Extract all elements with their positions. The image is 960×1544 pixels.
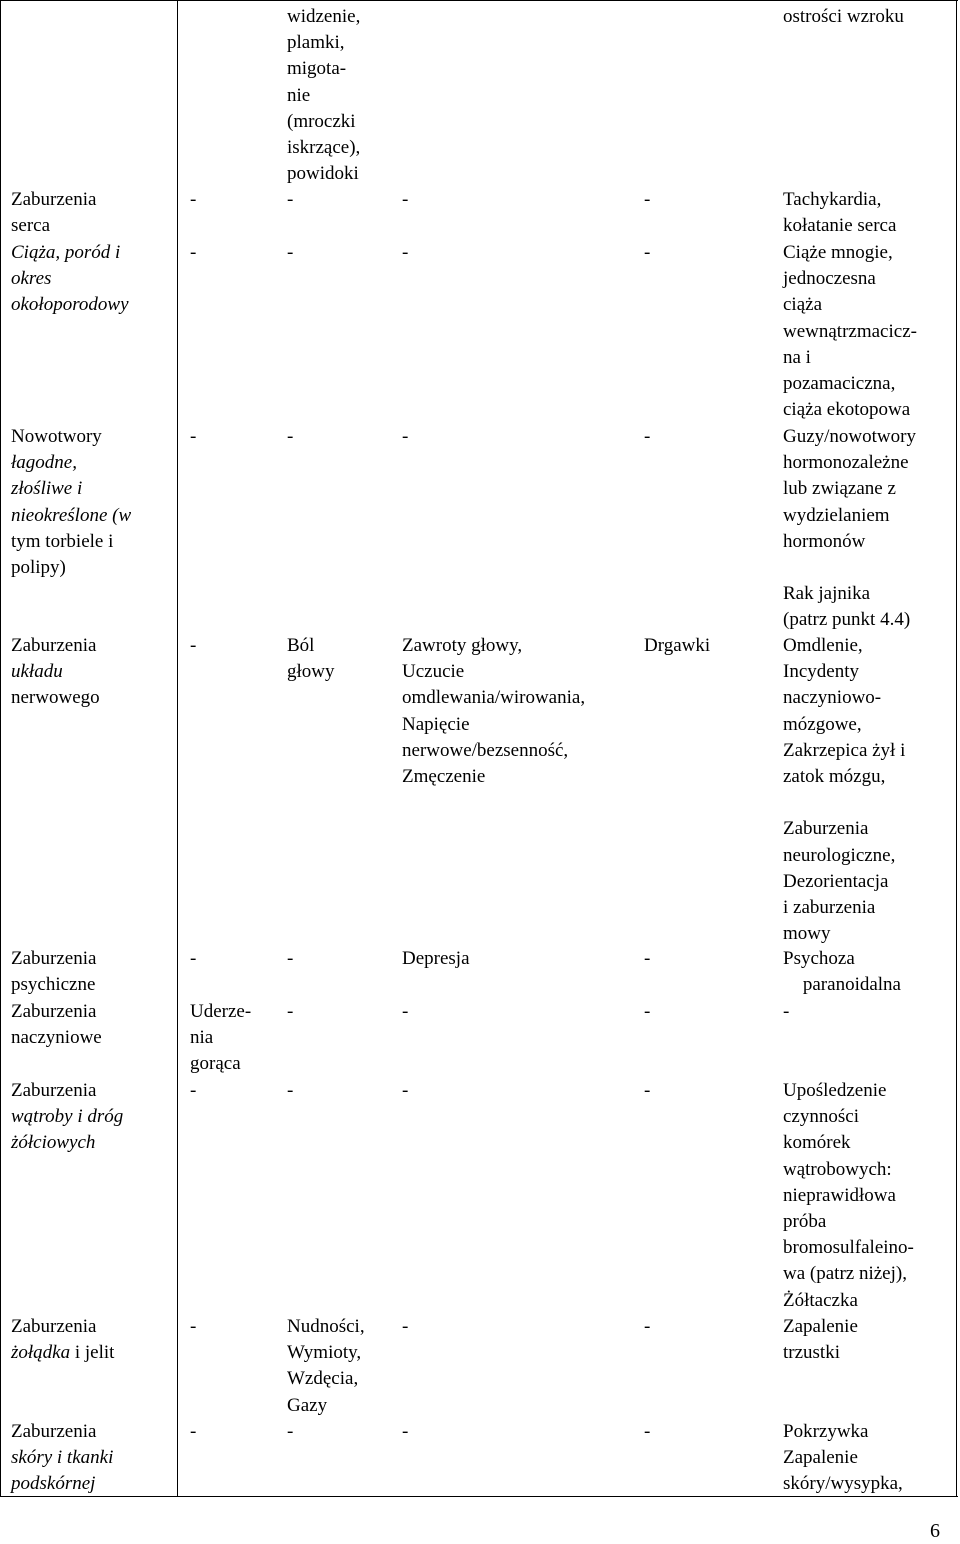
cell-r9-col3: - xyxy=(402,1421,409,1442)
cell-r3-col3: - xyxy=(402,426,409,447)
cell-r8-col2: Nudności, Wymioty, Wzdęcia, Gazy xyxy=(287,1316,365,1416)
cell-r8-col1: - xyxy=(190,1316,197,1337)
category-neoplasms: Nowotwory łagodne, złośliwe i nieokreślone (w tym torbiele i polipy) xyxy=(11,426,132,579)
table-border-right xyxy=(956,0,957,1497)
category-pregnancy: Ciąża, poród i okres okołoporodowy xyxy=(11,242,129,316)
cell-r6-col2: - xyxy=(287,1001,294,1022)
cell-r5-col3: Depresja xyxy=(402,948,470,969)
cell-r0-col2: widzenie, plamki, migota- nie (mroczki iskrzące), powidoki xyxy=(287,6,361,185)
category-hepatobiliary: Zaburzenia wątroby i dróg żółciowych xyxy=(11,1080,124,1154)
cell-r0-col6: ostrości wzroku xyxy=(783,6,904,27)
table-border-left xyxy=(0,0,1,1497)
category-nervous-system: Zaburzenia układu nerwowego xyxy=(11,635,100,709)
cell-r9-col4: - xyxy=(644,1421,651,1442)
table-border-top xyxy=(0,0,958,1)
cell-r4-col6: Omdlenie, Incydenty naczyniowo- mózgowe, Zakrzepica żył i zatok mózgu, Zaburzenia neurologiczne, Dezorientacja i zaburzenia mowy xyxy=(783,635,906,945)
cell-r9-col1: - xyxy=(190,1421,197,1442)
cell-r3-col2: - xyxy=(287,426,294,447)
cell-r4-col1: - xyxy=(190,635,197,656)
cell-r7-col3: - xyxy=(402,1080,409,1101)
cell-r7-col2: - xyxy=(287,1080,294,1101)
cell-r4-col3: Zawroty głowy, Uczucie omdlewania/wirowania, Napięcie nerwowe/bezsenność, Zmęczenie xyxy=(402,635,586,788)
category-psychiatric: Zaburzenia psychiczne xyxy=(11,948,97,996)
cell-r5-col4: - xyxy=(644,948,651,969)
category-vascular: Zaburzenia naczyniowe xyxy=(11,1001,102,1049)
cell-r6-col6: - xyxy=(783,1001,790,1022)
cell-r6-col3: - xyxy=(402,1001,409,1022)
cell-r2-col3: - xyxy=(402,242,409,263)
cell-r9-col2: - xyxy=(287,1421,294,1442)
cell-r1-col6: Tachykardia, kołatanie serca xyxy=(783,189,897,237)
table-column-divider xyxy=(177,0,178,1497)
cell-r3-col6: Guzy/nowotwory hormonozależne lub związane z wydzielaniem hormonów Rak jajnika (patrz punkt 4.4) xyxy=(783,426,916,631)
cell-r2-col6: Ciąże mnogie, jednoczesna ciąża wewnątrzmacicz- na i pozamaciczna, ciąża ekotopowa xyxy=(783,242,917,421)
page-number: 6 xyxy=(930,1520,940,1542)
cell-r1-col1: - xyxy=(190,189,197,210)
cell-r8-col3: - xyxy=(402,1316,409,1337)
cell-r7-col6: Upośledzenie czynności komórek wątrobowych: nieprawidłowa próba bromosulfaleino- wa (patrz niżej), Żółtaczka xyxy=(783,1080,914,1311)
cell-r4-col4: Drgawki xyxy=(644,635,711,656)
gi-line-2: żołądka i jelit xyxy=(11,1342,115,1364)
cell-r5-col1: - xyxy=(190,948,197,969)
cell-r2-col4: - xyxy=(644,242,651,263)
cell-r8-col6: Zapalenie trzustki xyxy=(783,1316,858,1364)
cell-r3-col1: - xyxy=(190,426,197,447)
cell-r1-col3: - xyxy=(402,189,409,210)
cell-r6-col4: - xyxy=(644,1001,651,1022)
cell-r7-col1: - xyxy=(190,1080,197,1101)
cell-r2-col1: - xyxy=(190,242,197,263)
category-cardiac: Zaburzenia serca xyxy=(11,189,97,237)
category-skin: Zaburzenia skóry i tkanki podskórnej xyxy=(11,1421,114,1495)
cell-r4-col2: Ból głowy xyxy=(287,635,335,683)
category-gastrointestinal: Zaburzenia żołądka i jelit xyxy=(11,1314,114,1366)
cell-r1-col4: - xyxy=(644,189,651,210)
cell-r1-col2: - xyxy=(287,189,294,210)
cell-r7-col4: - xyxy=(644,1080,651,1101)
cell-r9-col6: Pokrzywka Zapalenie skóry/wysypka, xyxy=(783,1421,903,1495)
cell-r2-col2: - xyxy=(287,242,294,263)
cell-r8-col4: - xyxy=(644,1316,651,1337)
cell-r3-col4: - xyxy=(644,426,651,447)
cell-r5-col2: - xyxy=(287,948,294,969)
cell-r6-col1: Uderze- nia gorąca xyxy=(190,1001,252,1075)
cell-r5-col6: Psychoza paranoidalna xyxy=(783,948,901,996)
